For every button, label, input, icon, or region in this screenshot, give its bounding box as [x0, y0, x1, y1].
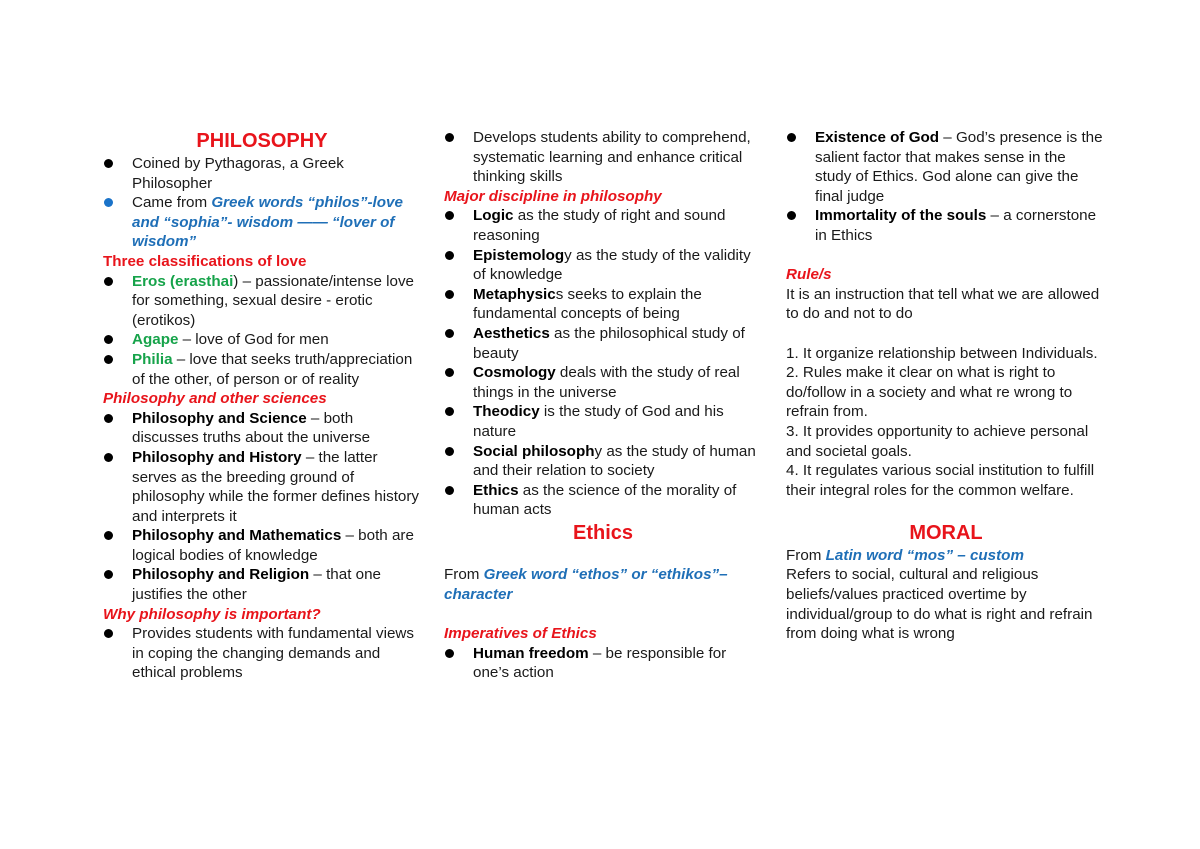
spacer: [786, 324, 1106, 344]
bullet-icon: [104, 570, 113, 579]
term: Philosophy and Science: [132, 409, 307, 427]
section-heading: Major discipline in philosophy: [444, 187, 662, 205]
term: Philosophy and Religion: [132, 566, 310, 584]
term: Social philosoph: [473, 442, 595, 460]
bullet-icon: [104, 159, 113, 168]
list-item: [103, 565, 421, 604]
column-disciplines: [444, 128, 762, 683]
term: Metaphysic: [473, 285, 556, 303]
section-heading: Philosophy and other sciences: [103, 390, 327, 408]
definition: as the science of the morality of human acts: [473, 481, 737, 519]
list-item: [103, 448, 421, 526]
section-heading: Why philosophy is important?: [103, 605, 321, 623]
spacer: [786, 246, 1106, 266]
section-heading: Imperatives of Ethics: [444, 625, 597, 643]
etymology-text: Greek words “philos”-love and “sophia”- wisdom —— “lover of wisdom”: [132, 194, 403, 251]
rules-definition: It is an instruction that tell what we are allowed to do and not to do: [786, 285, 1100, 323]
definition: – that one justifies the other: [132, 566, 381, 604]
origin-prefix: From: [786, 546, 826, 564]
definition: as the study of right and sound reasoning: [473, 207, 726, 244]
term: Philosophy and History: [132, 448, 302, 466]
term-suffix: ): [233, 272, 239, 290]
section-heading: Three classifications of love: [103, 252, 307, 270]
spacer: [444, 546, 762, 566]
bullet-icon: [104, 277, 113, 286]
item-text: Came from: [132, 194, 212, 212]
term: Existence of God: [815, 129, 940, 146]
definition: – a cornerstone in Ethics: [815, 207, 1097, 244]
philosophy-title: PHILOSOPHY: [196, 130, 328, 152]
list-item: [444, 285, 762, 324]
spacer: [786, 500, 1106, 520]
column-rules-moral: [786, 128, 1106, 644]
list-item: [103, 193, 421, 252]
definition: is the study of God and his nature: [473, 403, 724, 440]
bullet-icon: [787, 133, 796, 142]
list-item: [103, 526, 421, 565]
definition: – love of God for men: [178, 331, 329, 349]
rule-item: 1. It organize relationship between Individuals.: [786, 344, 1098, 362]
bullet-icon: [445, 211, 454, 220]
item-text: Develops students ability to comprehend, systematic learning and enhance critical thinking skills: [473, 129, 751, 186]
bullet-icon: [445, 486, 454, 495]
definition: y as the study of the validity of knowledge: [473, 246, 751, 284]
bullet-icon: [445, 407, 454, 416]
etymology-text: Greek word “ethos” or “ethikos”–character: [444, 566, 728, 604]
term: Eros (erasthai: [132, 272, 234, 290]
list-item: [444, 644, 762, 683]
definition: s seeks to explain the fundamental concepts of being: [473, 285, 702, 323]
term: Cosmology: [473, 364, 556, 382]
bullet-icon: [445, 290, 454, 299]
definition: deals with the study of real things in the universe: [473, 364, 740, 401]
moral-origin: [786, 546, 1106, 566]
definition: – both are logical bodies of knowledge: [132, 527, 414, 564]
rule-item: 3. It provides opportunity to achieve personal and societal goals.: [786, 422, 1089, 460]
list-item: [103, 272, 421, 331]
definition: – both discusses truths about the universe: [132, 409, 371, 447]
bullet-icon: [104, 629, 113, 638]
list-item: [444, 324, 762, 363]
definition: as the philosophical study of beauty: [473, 324, 745, 362]
term: Theodicy: [473, 403, 540, 421]
bullet-icon: [104, 414, 113, 423]
bullet-icon: [104, 198, 113, 207]
list-item: [786, 128, 1106, 206]
list-item: [444, 128, 762, 187]
bullet-icon: [104, 355, 113, 364]
ethics-origin: [444, 565, 762, 604]
bullet-icon: [445, 649, 454, 658]
section-heading: Rule/s: [786, 266, 832, 284]
definition: y as the study of human and their relation to society: [473, 442, 756, 480]
list-item: [444, 402, 762, 441]
list-item: [444, 246, 762, 285]
list-item: [103, 330, 421, 350]
item-text: Provides students with fundamental views in coping the changing demands and ethical problems: [132, 625, 414, 682]
rule-item: 2. Rules make it clear on what is right to do/follow in a society and what re wrong to refrain from.: [786, 364, 1073, 421]
list-item: [786, 206, 1106, 245]
term: Philosophy and Mathematics: [132, 527, 342, 545]
list-item: [103, 409, 421, 448]
term: Agape: [132, 331, 179, 349]
term: Aesthetics: [473, 324, 550, 342]
list-item: [103, 154, 421, 193]
term: Philia: [132, 350, 173, 368]
bullet-icon: [104, 335, 113, 344]
list-item: [444, 206, 762, 245]
item-text: Coined by Pythagoras, a Greek Philosopher: [132, 155, 344, 192]
bullet-icon: [445, 133, 454, 142]
list-item: [444, 481, 762, 520]
origin-prefix: From: [444, 566, 484, 584]
term: Immortality of the souls: [815, 207, 987, 225]
term: Epistemolog: [473, 246, 565, 264]
definition: – love that seeks truth/appreciation of the other, of person or of reality: [132, 350, 413, 388]
moral-title: MORAL: [909, 521, 983, 544]
bullet-icon: [445, 251, 454, 260]
list-item: [103, 350, 421, 389]
bullet-icon: [787, 211, 796, 220]
bullet-icon: [445, 447, 454, 456]
bullet-icon: [445, 329, 454, 338]
bullet-icon: [104, 531, 113, 540]
definition: – the latter serves as the breeding ground of philosophy while the former defines history and interprets it: [132, 448, 420, 525]
list-item: [444, 442, 762, 481]
list-item: [444, 363, 762, 402]
term: Logic: [473, 207, 514, 225]
definition: – God’s presence is the salient factor that makes sense in the study of Ethics. God alone can give the final judge: [815, 129, 1103, 205]
rule-item: 4. It regulates various social institution to fulfill their integral roles for the common welfare.: [786, 462, 1095, 499]
moral-definition: Refers to social, cultural and religious beliefs/values practiced overtime by individual/group to do what is right and refrain from doing what is wrong: [786, 566, 1093, 643]
term: Ethics: [473, 481, 519, 499]
definition: – passionate/intense love for something, sexual desire - erotic (erotikos): [132, 272, 414, 329]
list-item: [103, 624, 421, 683]
bullet-icon: [104, 453, 113, 462]
bullet-icon: [445, 368, 454, 377]
ethics-title: Ethics: [572, 521, 634, 544]
column-philosophy: [103, 128, 421, 683]
spacer: [444, 605, 762, 625]
definition: – be responsible for one’s action: [473, 644, 727, 682]
term: Human freedom: [473, 644, 589, 662]
etymology-text: Latin word “mos” – custom: [825, 546, 1024, 564]
